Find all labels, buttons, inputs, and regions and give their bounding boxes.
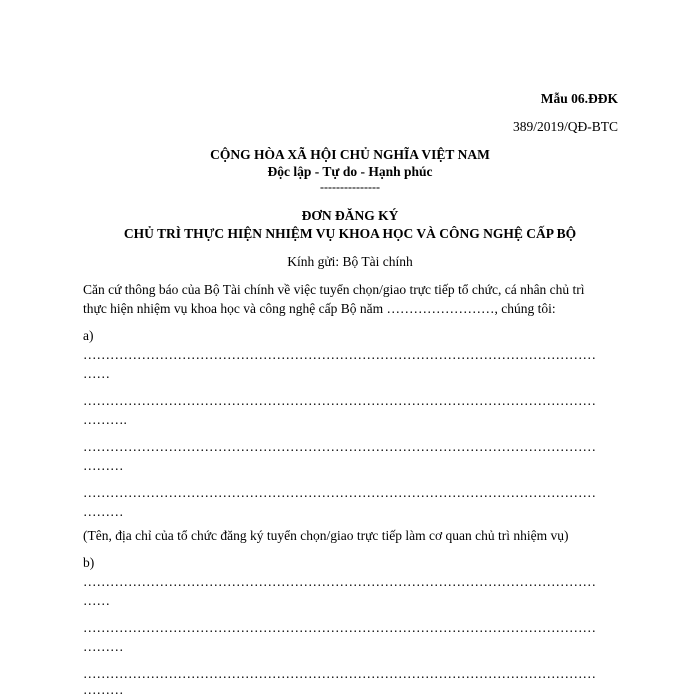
separator: --------------- bbox=[320, 180, 380, 194]
section-b-fill-line: …………………………………………………………………………………………………… bbox=[83, 620, 596, 635]
intro-line-2: thực hiện nhiệm vụ khoa học và công nghệ cấp Bộ năm ……………………, chúng tôi: bbox=[83, 301, 556, 316]
section-a-fill-tail: ……… bbox=[83, 504, 124, 519]
section-a-fill-tail: ………. bbox=[83, 412, 127, 427]
section-b-fill-line: …………………………………………………………………………………………………… bbox=[83, 666, 596, 681]
section-a-label: a) bbox=[83, 328, 94, 343]
document-title: ĐƠN ĐĂNG KÝ bbox=[301, 208, 399, 223]
addressee: Kính gửi: Bộ Tài chính bbox=[287, 254, 413, 269]
section-a-fill-line: …………………………………………………………………………………………………… bbox=[83, 347, 596, 362]
section-a-note: (Tên, địa chỉ của tổ chức đăng ký tuyển chọn/giao trực tiếp làm cơ quan chủ trì nhiệm vụ) bbox=[83, 528, 569, 543]
section-a-fill-tail: …… bbox=[83, 366, 110, 381]
section-a-fill-line: …………………………………………………………………………………………………… bbox=[83, 485, 596, 500]
section-b-fill-line: …………………………………………………………………………………………………… bbox=[83, 574, 596, 589]
motto: Độc lập - Tự do - Hạnh phúc bbox=[267, 164, 433, 179]
section-a-fill-line: …………………………………………………………………………………………………… bbox=[83, 393, 596, 408]
section-b-fill-tail: …… bbox=[83, 593, 110, 608]
document-subtitle: CHỦ TRÌ THỰC HIỆN NHIỆM VỤ KHOA HỌC VÀ CÔNG NGHỆ CẤP BỘ bbox=[123, 226, 577, 241]
section-a-fill-tail: ……… bbox=[83, 458, 124, 473]
form-code: Mẫu 06.ĐĐK bbox=[540, 91, 618, 106]
section-b-fill-tail: ……… bbox=[83, 639, 124, 654]
section-b-fill-tail: ……… bbox=[83, 682, 124, 697]
section-a-fill-line: …………………………………………………………………………………………………… bbox=[83, 439, 596, 454]
national-title: CỘNG HÒA XÃ HỘI CHỦ NGHĨA VIỆT NAM bbox=[210, 147, 490, 162]
section-b-label: b) bbox=[83, 555, 95, 570]
decision-reference: 389/2019/QĐ-BTC bbox=[512, 119, 618, 134]
intro-line-1: Căn cứ thông báo của Bộ Tài chính về việc tuyển chọn/giao trực tiếp tổ chức, cá nhân chủ trì bbox=[83, 282, 585, 297]
